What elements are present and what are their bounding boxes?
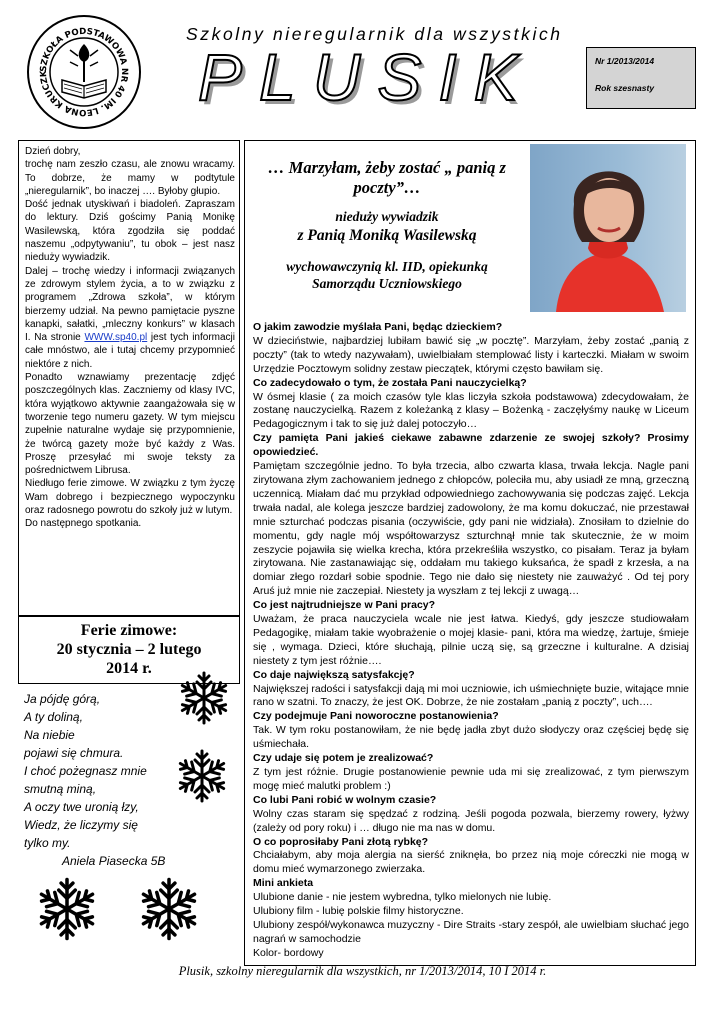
answer: Ulubione danie - nie jestem wybredna, tylko mielonych nie lubię. Ulubiony film - lubię polskie filmy historyczne. Ulubiony zespół/wykonawca muzyczny - Dire Straits -stary zespół, ale uwielbiam słuchać jego nagrań w samochodzie Kolor- bordowy [253,891,689,959]
poem-author: Aniela Piasecka 5B [62,854,166,868]
interview-header [256,158,518,292]
snowflake-icon [174,748,230,804]
question: Czy udaje się potem je zrealizować? [253,752,434,765]
editorial-paragraph: trochę nam zeszło czasu, ale znowu wracamy. To dobrze, że mamy w podtytule „nieregularnik”, bo inaczej …. Byłoby głupio. [25,159,235,197]
interview-subtitle: nieduży wywiadzik [335,209,439,224]
answer: Tak. W tym roku postanowiłam, że nie będę jadła zbyt dużo słodyczy oraz częściej będę się uśmiechała. [253,724,689,751]
poem-line: smutną miną, [24,782,97,796]
poem [24,690,165,870]
snowflake-icon [34,876,100,942]
website-link[interactable]: WWW.sp40.pl [84,332,148,344]
editorial-paragraph: Niedługo ferie zimowe. W związku z tym życzę Wam dobrego i bezpiecznego wypoczynku oraz radosnego powrotu do szkoły już w lutym. [25,478,235,517]
answer: Pamiętam szczególnie jedno. To była trzecia, albo czwarta klasa, trwała lekcja. Nagle pani zirytowana złym zachowaniem jednego z chłopców, poleciła mu, aby usiadł ze mną, grzeczną uczennicą. Miałam dać mu przykład odpowiedniego zachowywania się podczas zajęć. Lekcja trwała nadal, ale kolega jeszcze bardziej zadowolony, że ma komu dokuczać, nie przestawał mnie szturchać podczas pisania (oczywiście, gdy pani nie widziała). Znosiłam to dzielnie do momentu, gdy nagle mój współtowarzysz szturchnął mnie tak skutecznie, że w moim zeszycie pojawiła się wielka krecha, która przekreśliła wszystko, co pisałam. Teraz ja byłam zirytowana. Nie zastanawiając się, oddałam mu takiego kuksańca, że spadł z krzesła, a na domiar złego rozdarł sobie spodnie. Tego nie dało się niestety nie zauważyć . Od tej pory Aruś już mnie nie zaczepiał. Niestety ja wyszłam z tej lekcji z uwagą… [253,460,689,598]
school-seal-logo [26,10,142,132]
poem-line: I choć pożegnasz mnie [24,764,147,778]
qa-item [253,836,689,878]
issue-number: Nr 1/2013/2014 [595,56,655,66]
editorial-paragraph: Ponadto wznawiamy prezentację zdjęć poszczególnych klas. Zaczniemy od klasy IVC, która wyjątkowo aktywnie zaangażowała się w tworzenie tego numeru gazety. W tym miejscu zupełnie naturalne wydaje się przypomnienie, że twórcą gazety może być każdy z Was. Proszę przesyłać mi swoje teksty za pośrednictwem Librusa. [25,372,235,477]
question: Mini ankieta [253,877,314,890]
editorial-box [18,140,240,616]
editorial-paragraph: Dość jednak utyskiwań i biadoleń. Zapraszam do lektury. Dziś gościmy Panią Monikę Wasilewską, która zgodziła się poddać naszemu „odpytywaniu”, tu obok – jest nasz nieduży wywiadzik. [25,199,235,264]
poem-line: Ja pójdę górą, [24,692,101,706]
newspaper-title: PLUSIK [198,40,535,114]
answer: Uważam, że praca nauczyciela wcale nie jest łatwa. Kiedyś, gdy jeszcze studiowałam Pedagogikę, miałam takie wyobrażenie o mojej klasie- pani, która ma wiedzę, żartuje, śmieje się , wymaga. Dzieci, które słuchają, pilnie uczą się, są grzeczne i kulturalne. A dzisiaj niestety z tym jest różnie…. [253,613,689,667]
answer: W ósmej klasie ( za moich czasów tyle klas liczyła szkoła podstawowa) zdecydowałam, że zostanę nauczycielką. Razem z koleżanką z klasy – Bożenką - zaczęłyśmy naukę w Liceum Pedagogicznym i tak to się już dalej potoczyło… [253,390,689,431]
poem-line: A ty doliną, [24,710,83,724]
interview-guest-role: wychowawczynią kl. IID, opiekunką Samorządu Uczniowskiego [286,259,488,291]
interview-guest: z Panią Moniką Wasilewską [297,227,477,244]
interview-quote: … Marzyłam, żeby zostać „ panią z poczty”… [268,158,506,197]
question: Co zadecydowało o tym, że została Pani nauczycielką? [253,376,527,389]
answer: Największej radości i satysfakcji dają mi moi uczniowie, ich uśmiechnięte buzie, witające mnie rano w szatni. To znaczy, że jest OK. Dobrze, że nie zostałam „panią z poczty”, uch…. [253,682,689,709]
qa-item [253,877,689,960]
interview-qa [253,321,689,961]
page-footer: Plusik, szkolny nieregularnik dla wszystkich, nr 1/2013/2014, 10 I 2014 r. [178,964,547,978]
qa-item [253,432,689,599]
holidays-title: Ferie zimowe: [80,622,178,639]
poem-line: pojawi się chmura. [24,746,124,760]
year-label: Rok szesnasty [595,83,655,93]
snowflake-icon [136,876,202,942]
snowflake-icon [176,670,232,726]
qa-item [253,669,689,711]
poem-line: Na niebie [24,728,75,742]
question: O co poprosiłaby Pani złotą rybkę? [253,835,429,848]
question: Co daje największą satysfakcję? [253,668,415,681]
poem-line: Wiedz, że liczymy się [24,818,138,832]
question: O jakim zawodzie myślała Pani, będąc dzieckiem? [253,321,503,333]
question: Czy podejmuje Pani noworoczne postanowienia? [253,710,499,723]
answer: Z tym jest różnie. Drugie postanowienie pewnie uda mi się zrealizować, z tym pierwszym mogę mieć malutki problem :) [253,766,689,792]
poem-line: A oczy twe uronią łzy, [24,800,139,814]
question: Co jest najtrudniejsze w Pani pracy? [253,599,436,612]
answer: Wolny czas staram się spędzać z rodziną. Jeśli pogoda pozwala, bierzemy rowery, łyżwy (zależy od pory roku) i … długo nie ma nas w domu. [253,807,689,834]
question: Co lubi Pani robić w wolnym czasie? [253,793,437,806]
answer: Chciałabym, aby moja alergia na sierść zniknęła, bo przez nią moje córeczki nie mogą w domu mieć wymarzonego zwierzaka. [253,849,689,876]
qa-item [253,599,689,669]
qa-item [253,752,689,794]
holidays-year: 2014 r. [106,660,152,677]
answer: W dzieciństwie, najbardziej lubiłam bawić się „w pocztę”. Marzyłam, żeby zostać „panią z poczty” (tak to wtedy nazywałam), uwielbiałam stemplować listy i karteczki. Miałam w swoim Urzędzie Pocztowym solidny zestaw pieczątek, którymi często bawiłam się. [253,334,689,375]
teacher-photo [530,144,686,312]
newspaper-subtitle: Szkolny nieregularnik dla wszystkich [186,24,563,44]
poem-line: tylko my. [24,836,71,850]
qa-item [253,377,689,433]
qa-item [253,710,689,752]
editorial-greeting: Dzień dobry, [25,146,81,157]
issue-info-box [586,47,696,109]
editorial-paragraph: Dalej – trochę wiedzy i informacji związanych ze zdrowym stylem życia, a to w związku z programem „Zdrowa szkoła”, w którym bierzemy udział. Na pewno pamiętacie pyszne kanapki, sałatki, „mleczny konkurs” w klasach I. Na stronie WWW.sp40.pl jest tych informacji całe mnóstwo, ale i tutaj chcemy przypomnieć niektóre z nich. [25,265,235,370]
holidays-dates: 20 stycznia – 2 lutego [56,641,202,658]
svg-text:SZKOŁA PODSTAWOWA NR 40 IM. LE: SZKOŁA PODSTAWOWA NR 40 IM. LEONA KRUCZK [38,26,130,118]
qa-item [253,794,689,836]
editorial-closing: Do następnego spotkania. [25,518,142,530]
qa-item [253,321,689,377]
question: Czy pamięta Pani jakieś ciekawe zabawne zdarzenie ze swojej szkoły? Prosimy opowiedzieć. [253,432,689,459]
